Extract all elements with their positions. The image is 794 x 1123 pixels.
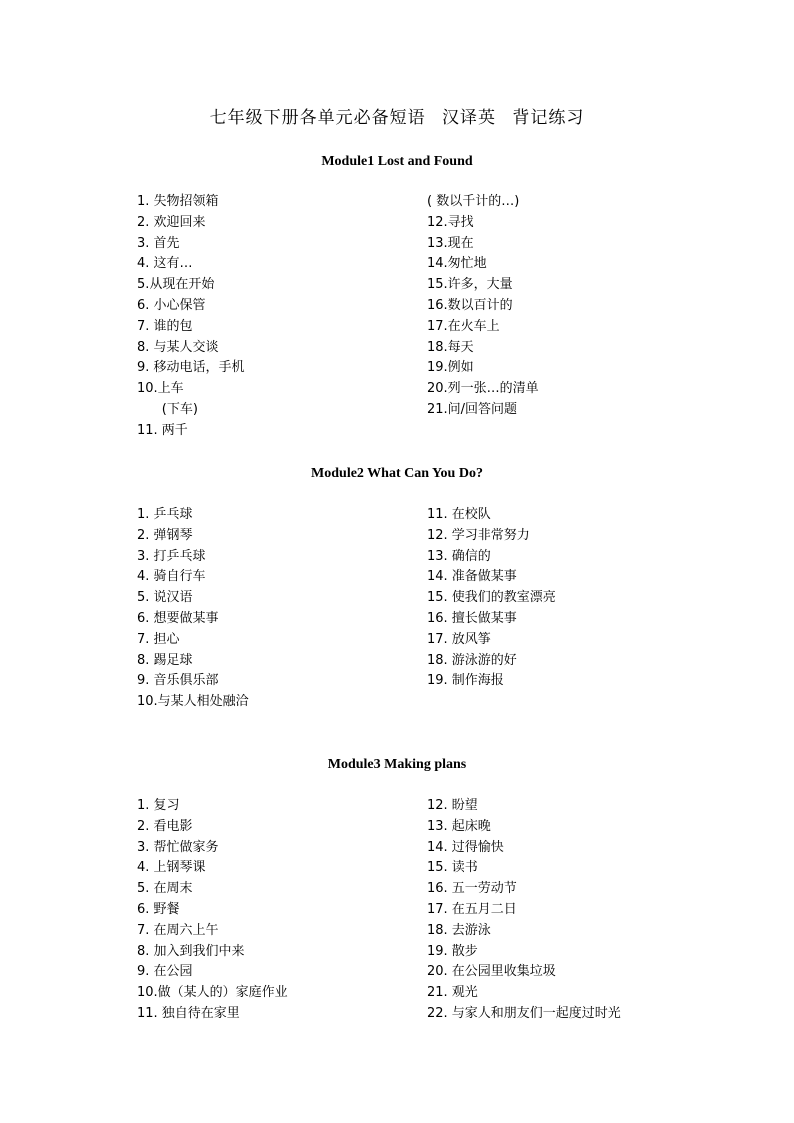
page-title: 七年级下册各单元必备短语 汉译英 背记练习	[209, 108, 585, 128]
list-item: 10.做（某人的）家庭作业	[137, 985, 288, 1001]
list-item: 5.从现在开始	[137, 277, 215, 293]
list-item: 14.匆忙地	[427, 256, 487, 272]
list-item: 11. 在校队	[427, 507, 491, 522]
list-item: 12. 学习非常努力	[427, 527, 530, 543]
module-1-title: Module1 Lost and Found	[321, 154, 473, 169]
list-item: 19. 制作海报	[427, 673, 504, 689]
list-item: 19.例如	[427, 360, 474, 376]
list-item: 9. 移动电话，手机	[137, 360, 245, 376]
list-item: 2. 欢迎回来	[137, 214, 206, 230]
list-item: 19. 散步	[427, 943, 478, 959]
module-1-right-column	[427, 192, 747, 421]
list-item: 18. 去游泳	[427, 922, 491, 938]
list-item: 21.问/回答问题	[427, 401, 518, 417]
list-item: 6. 小心保管	[137, 297, 206, 313]
list-item: 21. 观光	[427, 985, 478, 1001]
list-item: 17. 放风筝	[427, 631, 491, 647]
list-item: 6. 野餐	[137, 901, 180, 917]
list-item: 20. 在公园里收集垃圾	[427, 964, 556, 980]
list-item: 2. 弹钢琴	[137, 527, 193, 543]
list-item: 15. 读书	[427, 860, 478, 876]
list-item: 18.每天	[427, 339, 474, 355]
list-item: 7. 担心	[137, 631, 180, 647]
list-item: 12. 盼望	[427, 798, 478, 813]
list-item: 13. 确信的	[427, 548, 491, 564]
list-item: 16. 五一劳动节	[427, 881, 517, 897]
list-item: 6. 想要做某事	[137, 610, 219, 626]
list-item: 17. 在五月二日	[427, 901, 517, 917]
list-item: 1. 复习	[137, 798, 180, 813]
module-2-title: Module2 What Can You Do?	[311, 466, 483, 481]
module-2-right-column	[427, 505, 747, 692]
list-item: 20.列一张…的清单	[427, 381, 539, 397]
list-item: 17.在火车上	[427, 318, 500, 334]
list-item: 1. 失物招领箱	[137, 194, 219, 209]
module-1-left-column	[137, 192, 407, 442]
list-item: 1. 乒乓球	[137, 507, 193, 522]
list-item: 4. 上钢琴课	[137, 860, 206, 876]
module-3-title: Module3 Making plans	[327, 757, 467, 772]
list-item: 22. 与家人和朋友们一起度过时光	[427, 1005, 621, 1021]
list-item: 2. 看电影	[137, 818, 193, 834]
list-item: 7. 在周六上午	[137, 922, 219, 938]
list-item: (下车)	[137, 401, 198, 417]
list-item: 3. 首先	[137, 235, 180, 251]
list-item: 10.上车	[137, 381, 184, 397]
list-item: 4. 骑自行车	[137, 569, 206, 585]
list-item: 18. 游泳游的好	[427, 652, 517, 668]
list-item: 4. 这有…	[137, 256, 193, 272]
list-item: 13. 起床晚	[427, 818, 491, 834]
list-item: 5. 在周末	[137, 881, 193, 897]
list-item: ( 数以千计的…)	[427, 194, 520, 209]
list-item: 12.寻找	[427, 214, 474, 230]
list-item: 10.与某人相处融洽	[137, 694, 249, 710]
module-3-right-column	[427, 796, 747, 1025]
list-item: 14. 过得愉快	[427, 839, 504, 855]
list-item: 3. 帮忙做家务	[137, 839, 219, 855]
module-3-left-column	[137, 796, 407, 1025]
list-item: 16.数以百计的	[427, 297, 513, 313]
list-item: 8. 踢足球	[137, 652, 193, 668]
list-item: 14. 准备做某事	[427, 569, 517, 585]
list-item: 11. 独自待在家里	[137, 1005, 240, 1021]
module-2-left-column	[137, 505, 407, 713]
list-item: 16. 擅长做某事	[427, 610, 517, 626]
list-item: 13.现在	[427, 235, 474, 251]
list-item: 9. 在公园	[137, 964, 193, 980]
list-item: 9. 音乐俱乐部	[137, 673, 219, 689]
list-item: 15.许多，大量	[427, 277, 513, 293]
list-item: 11. 两千	[137, 422, 188, 438]
list-item: 3. 打乒乓球	[137, 548, 206, 564]
list-item: 8. 加入到我们中来	[137, 943, 245, 959]
list-item: 15. 使我们的教室漂亮	[427, 590, 556, 606]
list-item: 5. 说汉语	[137, 590, 193, 606]
list-item: 7. 谁的包	[137, 318, 193, 334]
list-item: 8. 与某人交谈	[137, 339, 219, 355]
